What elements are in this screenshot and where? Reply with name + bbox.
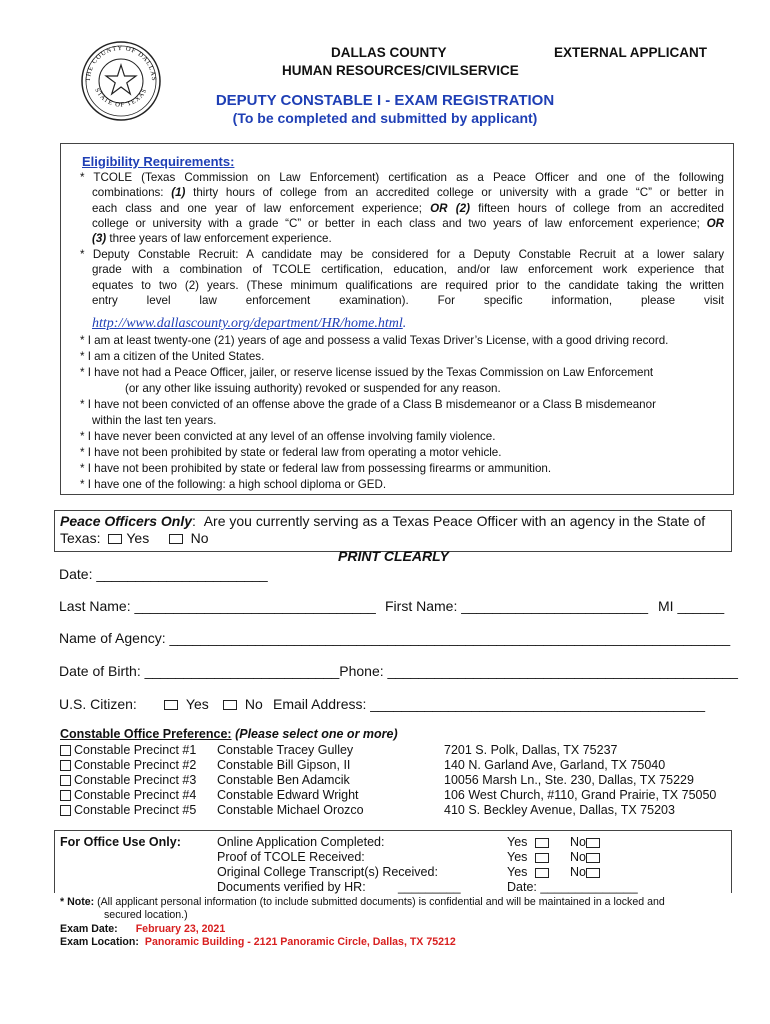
bullet-citizen: * I am a citizen of the United States. <box>80 350 265 363</box>
bullet-conviction: * I have not been convicted of an offense above the grade of a Class B misdemeanor or a Class B misdemeanor <box>80 398 656 411</box>
office-no-1: No <box>570 835 604 850</box>
last-name-field[interactable]: Last Name: _______________________________ <box>59 598 376 614</box>
citizen-yes-checkbox[interactable] <box>164 700 178 710</box>
bullet-family-violence: * I have never been convicted at any level of an offense involving family violence. <box>80 430 496 443</box>
constable-address-4: 106 West Church, #110, Grand Prairie, TX 75050 <box>444 788 717 802</box>
county-name: DALLAS COUNTY <box>331 45 447 60</box>
precinct-row-4[interactable]: Constable Precinct #4 <box>60 788 196 803</box>
citizen-label: U.S. Citizen: <box>59 696 137 712</box>
preference-heading: Constable Office Preference: (Please select one or more) <box>60 727 398 741</box>
first-name-field[interactable]: First Name: ________________________ <box>385 598 649 614</box>
office-yes-2: Yes <box>507 850 553 865</box>
office-yes-1: Yes <box>507 835 553 850</box>
precinct-row-2[interactable]: Constable Precinct #2 <box>60 758 196 773</box>
office-item-transcript: Original College Transcript(s) Received: <box>217 865 438 879</box>
office-yes-checkbox-3[interactable] <box>535 868 549 878</box>
bullet-firearms: * I have not been prohibited by state or federal law from possessing firearms or ammunition. <box>80 462 552 475</box>
constable-address-1: 7201 S. Polk, Dallas, TX 75237 <box>444 743 618 757</box>
confidentiality-note: * Note: (All applicant personal information (to include submitted documents) is confidential and will be maintained in a locked and <box>60 896 665 908</box>
constable-address-3: 10056 Marsh Ln., Ste. 230, Dallas, TX 75229 <box>444 773 694 787</box>
peace-officers-question: Peace Officers Only: Are you currently serving as a Texas Peace Officer with an agency in the State of <box>60 513 706 529</box>
office-yes-3: Yes <box>507 865 553 880</box>
bullet-diploma: * I have one of the following: a high school diploma or GED. <box>80 478 387 491</box>
constable-name-2: Constable Bill Gipson, II <box>217 758 351 772</box>
precinct-5-checkbox[interactable] <box>60 805 71 816</box>
office-no-2: No <box>570 850 604 865</box>
svg-text:STATE OF TEXAS: STATE OF TEXAS <box>93 87 149 109</box>
constable-name-4: Constable Edward Wright <box>217 788 359 802</box>
date-field[interactable]: Date: ______________________ <box>59 566 268 582</box>
constable-name-1: Constable Tracey Gulley <box>217 743 354 757</box>
office-no-checkbox-2[interactable] <box>586 853 600 863</box>
exam-date: Exam Date: February 23, 2021 <box>60 923 226 935</box>
office-no-checkbox-1[interactable] <box>586 838 600 848</box>
applicant-type: EXTERNAL APPLICANT <box>554 45 708 60</box>
office-use-label: For Office Use Only: <box>60 835 181 849</box>
page-title: DEPUTY CONSTABLE I - EXAM REGISTRATION <box>215 92 555 109</box>
recruit-requirement: * Deputy Constable Recruit: A candidate may be considered for a Deputy Constable Recruit at a lower salary grade with a combination of TCOLE certification, education, and/or law enforcement work experience that equates to two (2) years. (These minimum qualifications are required prior to the candidate taking the written entry level law enforcement examination). For specific information, please visit <box>80 248 724 307</box>
peace-officers-answer: Texas: Yes No <box>60 530 209 546</box>
bullet-license-cont: (or any other like issuing authority) revoked or suspended for any reason. <box>125 382 501 395</box>
eligibility-heading: Eligibility Requirements: <box>82 154 235 169</box>
citizen-yes: Yes <box>160 696 209 712</box>
bullet-age: * I am at least twenty-one (21) years of age and possess a valid Texas Driver’s License, with a good driving record. <box>80 334 669 347</box>
department-name: HUMAN RESOURCES/CIVILSERVICE <box>282 63 519 78</box>
constable-address-2: 140 N. Garland Ave, Garland, TX 75040 <box>444 758 666 772</box>
precinct-row-3[interactable]: Constable Precinct #3 <box>60 773 196 788</box>
email-field[interactable]: Email Address: ___________________________________________ <box>273 696 706 712</box>
office-item-application: Online Application Completed: <box>217 835 385 849</box>
office-hr-blank[interactable]: _________ <box>398 880 461 894</box>
mi-field[interactable]: MI ______ <box>658 598 725 614</box>
constable-name-3: Constable Ben Adamcik <box>217 773 350 787</box>
precinct-row-1[interactable]: Constable Precinct #1 <box>60 743 196 758</box>
office-yes-checkbox-2[interactable] <box>535 853 549 863</box>
dob-phone-field[interactable]: Date of Birth: _________________________Phone: _____________________________________________ <box>59 663 738 679</box>
bullet-motor-vehicle: * I have not been prohibited by state or federal law from operating a motor vehicle. <box>80 446 502 459</box>
citizen-no: No <box>219 696 263 712</box>
hr-website-link[interactable]: http://www.dallascounty.org/department/HR/home.html <box>92 316 403 331</box>
bullet-conviction-cont: within the last ten years. <box>92 414 217 427</box>
precinct-1-checkbox[interactable] <box>60 745 71 756</box>
bullet-license: * I have not had a Peace Officer, jailer, or reserve license issued by the Texas Commission on Law Enforcement <box>80 366 654 379</box>
page-subtitle: (To be completed and submitted by applicant) <box>232 110 538 126</box>
office-yes-checkbox-1[interactable] <box>535 838 549 848</box>
office-item-verified: Documents verified by HR: <box>217 880 366 894</box>
constable-address-5: 410 S. Beckley Avenue, Dallas, TX 75203 <box>444 803 675 817</box>
precinct-row-5[interactable]: Constable Precinct #5 <box>60 803 196 818</box>
agency-field[interactable]: Name of Agency: ________________________________________________________________________ <box>59 630 731 646</box>
constable-name-5: Constable Michael Orozco <box>217 803 364 817</box>
precinct-4-checkbox[interactable] <box>60 790 71 801</box>
hr-link-line: http://www.dallascounty.org/department/HR/home.html. <box>92 316 407 331</box>
exam-location: Exam Location: Panoramic Building - 2121 Panoramic Circle, Dallas, TX 75212 <box>60 936 456 948</box>
precinct-2-checkbox[interactable] <box>60 760 71 771</box>
tcole-requirement: * TCOLE (Texas Commission on Law Enforcement) certification as a Peace Officer and one of the following combinations: (1) thirty hours of college from an accredited college or university with a grade “C” or better in each class and one year of law enforcement experience; OR (2) fifteen hours of college from an accredited college or university with a grade “C” or better in each class and two years of law enforcement experience; OR (3) three years of law enforcement experience. <box>80 171 724 246</box>
citizen-no-checkbox[interactable] <box>223 700 237 710</box>
office-no-checkbox-3[interactable] <box>586 868 600 878</box>
peace-officer-no-checkbox[interactable] <box>169 534 183 544</box>
peace-officer-yes-checkbox[interactable] <box>108 534 122 544</box>
office-item-tcole: Proof of TCOLE Received: <box>217 850 365 864</box>
precinct-3-checkbox[interactable] <box>60 775 71 786</box>
print-clearly: PRINT CLEARLY <box>338 548 449 564</box>
office-no-3: No <box>570 865 604 880</box>
office-date-field[interactable]: Date: ______________ <box>507 880 638 894</box>
svg-text:THE COUNTY OF DALLAS: THE COUNTY OF DALLAS <box>84 44 158 82</box>
confidentiality-note-cont: secured location.) <box>104 909 188 921</box>
